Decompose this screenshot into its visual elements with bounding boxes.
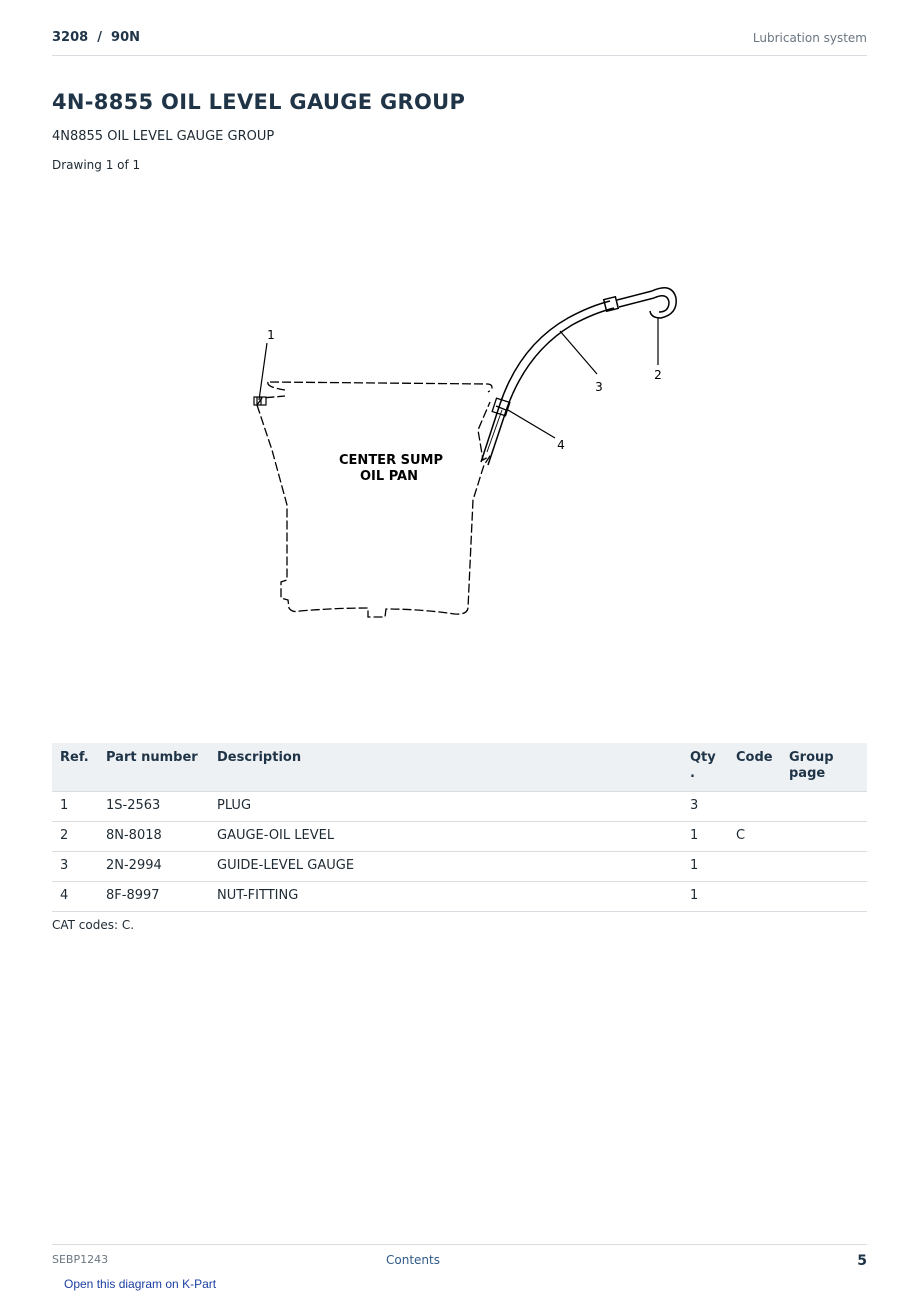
section-name: Lubrication system <box>752 31 867 45</box>
cell-qty: 3 <box>682 792 728 822</box>
callout-2[interactable]: 2 <box>654 368 662 382</box>
callout-3[interactable]: 3 <box>595 380 603 394</box>
header-group-page: Group page <box>781 743 867 792</box>
header-part-number: Part number <box>98 743 209 792</box>
table-header-row <box>52 743 867 792</box>
header-ref: Ref. <box>52 743 98 792</box>
table-row <box>52 822 867 852</box>
cat-codes-note: CAT codes: C. <box>52 918 135 932</box>
page-number: 5 <box>857 1253 867 1269</box>
cell-qty: 1 <box>682 822 728 852</box>
table-row <box>52 852 867 882</box>
cell-ref: 2 <box>52 822 98 852</box>
cell-description: GAUGE-OIL LEVEL <box>209 822 682 852</box>
gauge-oil-level-part <box>604 288 676 318</box>
contents-link[interactable]: Contents <box>386 1253 440 1267</box>
parts-table <box>52 743 867 912</box>
cell-ref: 1 <box>52 792 98 822</box>
cell-group-page <box>781 792 867 822</box>
cell-part-number: 1S-2563 <box>98 792 209 822</box>
oil-pan-outline <box>257 382 492 617</box>
drawing-count: Drawing 1 of 1 <box>52 158 141 172</box>
parts-diagram <box>160 185 760 715</box>
table-row <box>52 882 867 912</box>
cell-group-page <box>781 852 867 882</box>
cell-code <box>728 792 781 822</box>
table-row <box>52 792 867 822</box>
header-qty: Qty . <box>682 743 728 792</box>
page-footer <box>52 1244 867 1271</box>
cell-group-page <box>781 822 867 852</box>
cell-description: GUIDE-LEVEL GAUGE <box>209 852 682 882</box>
callout-4[interactable]: 4 <box>557 438 565 452</box>
header-code: Code <box>728 743 781 792</box>
cell-group-page <box>781 882 867 912</box>
pan-label-line2: OIL PAN <box>360 469 418 484</box>
page-subtitle: 4N8855 OIL LEVEL GAUGE GROUP <box>52 129 275 144</box>
cell-code: C <box>728 822 781 852</box>
cell-code <box>728 882 781 912</box>
diagram-drawing <box>160 185 760 715</box>
cell-description: NUT-FITTING <box>209 882 682 912</box>
cell-part-number: 2N-2994 <box>98 852 209 882</box>
cell-part-number: 8F-8997 <box>98 882 209 912</box>
cell-qty: 1 <box>682 882 728 912</box>
cell-ref: 4 <box>52 882 98 912</box>
cell-part-number: 8N-8018 <box>98 822 209 852</box>
cell-description: PLUG <box>209 792 682 822</box>
callout-1[interactable]: 1 <box>267 328 275 342</box>
cell-code <box>728 852 781 882</box>
header-description: Description <box>209 743 682 792</box>
open-in-kpart-link[interactable]: Open this diagram on K-Part <box>64 1277 217 1291</box>
model-breadcrumb: 3208 / 90N <box>52 30 141 45</box>
callout-leaders <box>259 318 658 438</box>
document-id: SEBP1243 <box>52 1253 109 1266</box>
page-header <box>52 28 867 56</box>
guide-level-gauge-part <box>481 301 614 465</box>
pan-label-line1: CENTER SUMP <box>339 453 443 468</box>
page-title: 4N-8855 OIL LEVEL GAUGE GROUP <box>52 90 466 114</box>
cell-qty: 1 <box>682 852 728 882</box>
cell-ref: 3 <box>52 852 98 882</box>
